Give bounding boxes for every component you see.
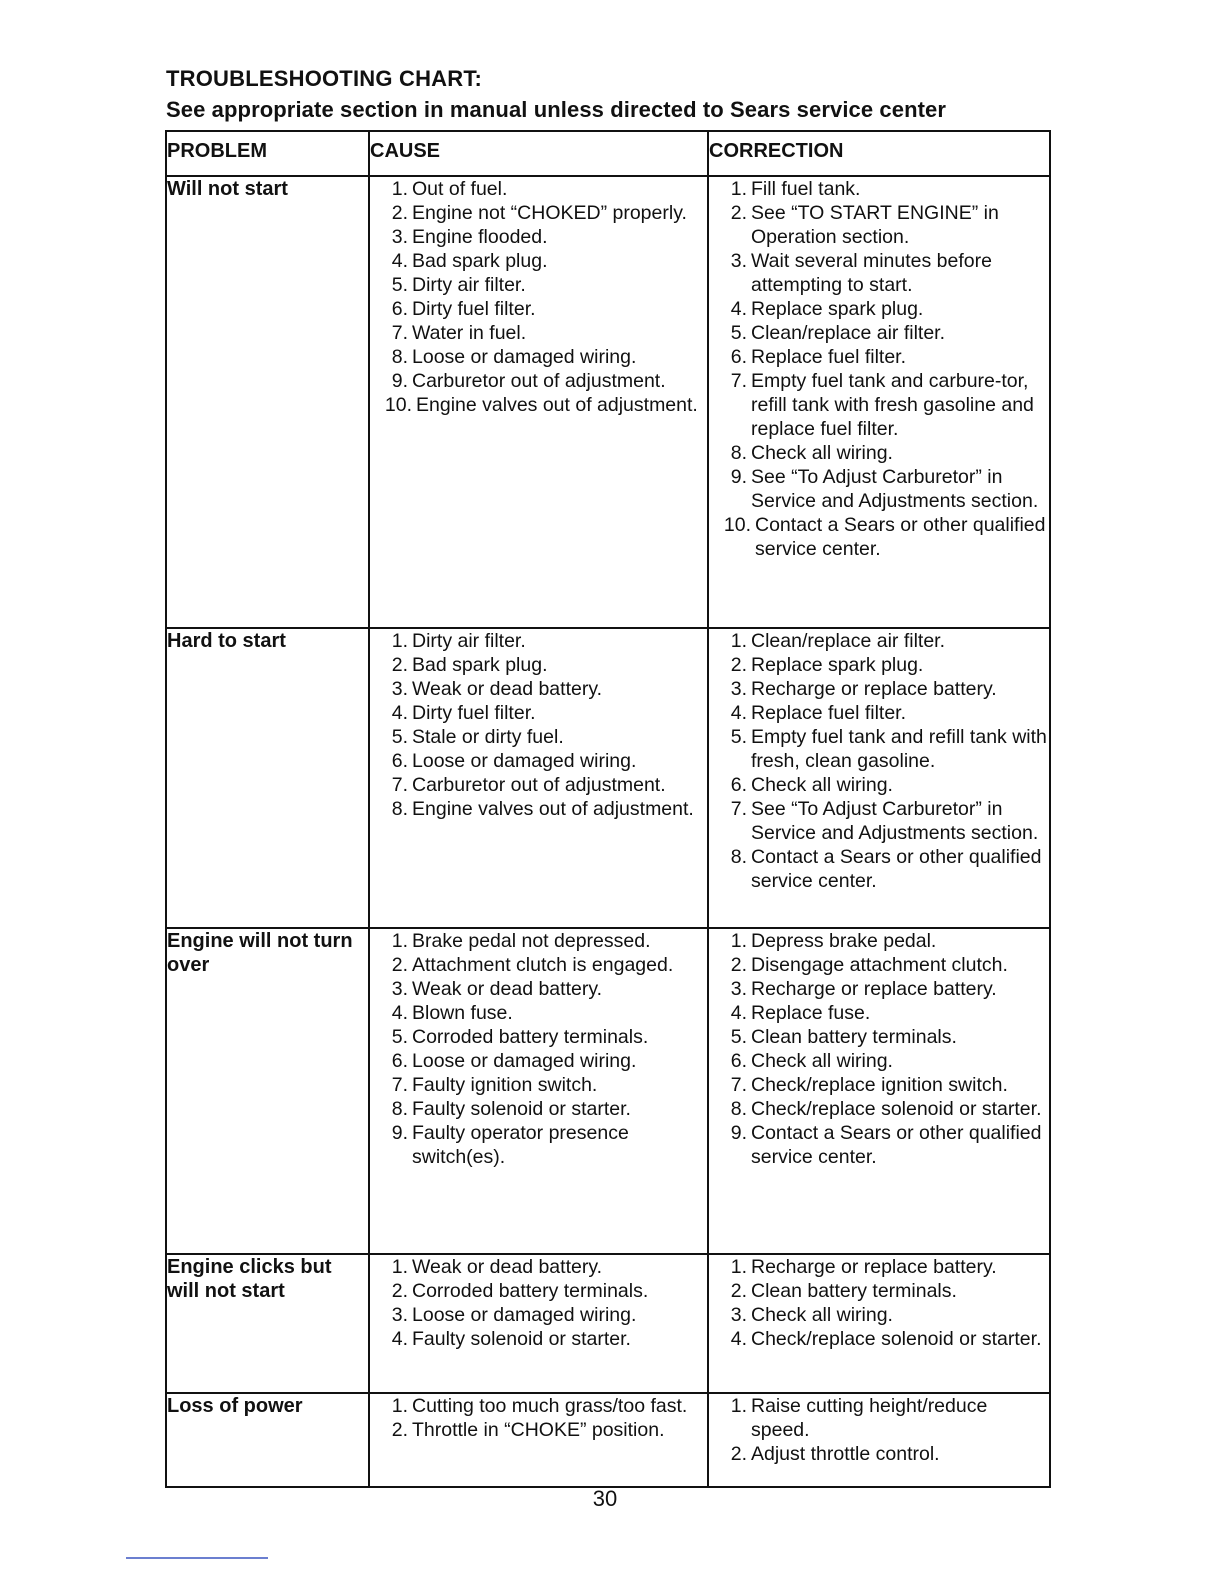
correction-text: Replace fuse.: [751, 1002, 871, 1024]
correction-text: Check all wiring.: [751, 1050, 893, 1072]
cause-item: [370, 1394, 707, 1418]
table-row: [166, 176, 1050, 628]
cause-item: [370, 1073, 707, 1097]
item-number: 9.: [730, 466, 747, 488]
cause-text: Out of fuel.: [412, 178, 508, 200]
item-number: 3.: [391, 1304, 408, 1326]
cause-item: [370, 201, 707, 225]
problem-cell: Will not start: [166, 176, 369, 628]
correction-text: Check all wiring.: [751, 774, 893, 796]
correction-text: Clean/replace air filter.: [751, 322, 946, 344]
cause-text: Engine not “CHOKED” properly.: [412, 202, 687, 224]
cause-item: [370, 273, 707, 297]
correction-item: [709, 177, 1049, 201]
correction-cell: [708, 1254, 1050, 1393]
correction-text: Empty fuel tank and refill tank with fresh, clean gasoline.: [751, 726, 1047, 772]
problem-cell: Engine will not turn over: [166, 928, 369, 1254]
cause-text: Attachment clutch is engaged.: [412, 954, 674, 976]
cause-text: Loose or damaged wiring.: [412, 346, 637, 368]
cause-item: [370, 629, 707, 653]
correction-text: Clean battery terminals.: [751, 1280, 957, 1302]
cause-item: [370, 1025, 707, 1049]
item-number: 4.: [391, 1002, 408, 1024]
cause-item: [370, 1121, 707, 1169]
cause-item: [370, 1418, 707, 1442]
correction-text: Replace fuel filter.: [751, 702, 907, 724]
item-number: 6.: [391, 750, 408, 772]
item-number: 4.: [730, 1328, 747, 1350]
cause-item: [370, 773, 707, 797]
cause-text: Faulty operator presence switch(es).: [412, 1122, 629, 1168]
correction-item: [709, 953, 1049, 977]
chart-title: TROUBLESHOOTING CHART:: [166, 66, 483, 91]
correction-item: [709, 773, 1049, 797]
item-number: 5.: [391, 1026, 408, 1048]
correction-text: Contact a Sears or other qualified service center.: [751, 846, 1042, 892]
item-number: 1.: [730, 1395, 747, 1417]
correction-text: Disengage attachment clutch.: [751, 954, 1008, 976]
cause-item: [370, 321, 707, 345]
item-number: 10.: [384, 394, 412, 416]
item-number: 2.: [730, 202, 747, 224]
table-row: [166, 1254, 1050, 1393]
item-number: 7.: [391, 322, 408, 344]
cause-text: Bad spark plug.: [412, 250, 548, 272]
item-number: 3.: [730, 250, 747, 272]
cause-cell: [369, 176, 708, 628]
item-number: 2.: [391, 1280, 408, 1302]
item-number: 1.: [391, 1256, 408, 1278]
cause-text: Faulty solenoid or starter.: [412, 1328, 631, 1350]
cause-text: Engine valves out of adjustment.: [416, 394, 698, 416]
item-number: 8.: [730, 846, 747, 868]
correction-text: Check/replace ignition switch.: [751, 1074, 1008, 1096]
cause-cell: [369, 1254, 708, 1393]
item-number: 4.: [391, 702, 408, 724]
item-number: 2.: [730, 1280, 747, 1302]
cause-item: [370, 677, 707, 701]
cause-text: Throttle in “CHOKE” position.: [412, 1419, 665, 1441]
item-number: 6.: [730, 346, 747, 368]
correction-item: [709, 701, 1049, 725]
item-number: 7.: [391, 774, 408, 796]
item-number: 7.: [730, 798, 747, 820]
item-number: 9.: [730, 1122, 747, 1144]
correction-item: [709, 629, 1049, 653]
item-number: 2.: [391, 202, 408, 224]
correction-item: [709, 1001, 1049, 1025]
cause-text: Faulty solenoid or starter.: [412, 1098, 631, 1120]
item-number: 3.: [730, 1304, 747, 1326]
item-number: 6.: [391, 298, 408, 320]
item-number: 3.: [391, 678, 408, 700]
item-number: 5.: [391, 274, 408, 296]
correction-text: Clean/replace air filter.: [751, 630, 946, 652]
cause-text: Weak or dead battery.: [412, 678, 603, 700]
problem-cell: Engine clicks but will not start: [166, 1254, 369, 1393]
problem-cell: Hard to start: [166, 628, 369, 928]
correction-text: See “TO START ENGINE” in Operation section.: [751, 202, 999, 248]
correction-text: Check/replace solenoid or starter.: [751, 1328, 1042, 1350]
cause-text: Water in fuel.: [412, 322, 527, 344]
cause-text: Cutting too much grass/too fast.: [412, 1395, 688, 1417]
cause-item: [370, 749, 707, 773]
correction-item: [709, 1073, 1049, 1097]
item-number: 9.: [391, 1122, 408, 1144]
item-number: 3.: [391, 978, 408, 1000]
correction-text: Check/replace solenoid or starter.: [751, 1098, 1042, 1120]
item-number: 1.: [730, 930, 747, 952]
header-problem: PROBLEM: [166, 131, 369, 176]
cause-item: [370, 725, 707, 749]
correction-item: [709, 797, 1049, 845]
correction-item: [709, 1279, 1049, 1303]
correction-item: [709, 369, 1049, 441]
cause-text: Stale or dirty fuel.: [412, 726, 564, 748]
cause-text: Dirty fuel filter.: [412, 702, 536, 724]
cause-item: [370, 653, 707, 677]
cause-item: [370, 953, 707, 977]
correction-item: [709, 977, 1049, 1001]
cause-item: [370, 225, 707, 249]
item-number: 8.: [391, 798, 408, 820]
item-number: 1.: [730, 178, 747, 200]
cause-text: Weak or dead battery.: [412, 1256, 603, 1278]
correction-text: Fill fuel tank.: [751, 178, 861, 200]
cause-text: Loose or damaged wiring.: [412, 1304, 637, 1326]
item-number: 6.: [730, 774, 747, 796]
cause-item: [370, 177, 707, 201]
header-correction: CORRECTION: [708, 131, 1050, 176]
correction-item: [709, 465, 1049, 513]
correction-item: [709, 249, 1049, 297]
table-header-row: [166, 131, 1050, 176]
correction-item: [709, 513, 1049, 561]
cause-cell: [369, 628, 708, 928]
correction-item: [709, 1255, 1049, 1279]
correction-item: [709, 345, 1049, 369]
correction-text: See “To Adjust Carburetor” in Service and Adjustments section.: [751, 466, 1039, 512]
item-number: 5.: [391, 726, 408, 748]
correction-text: Empty fuel tank and carbure-tor, refill tank with fresh gasoline and replace fuel filter.: [751, 370, 1034, 440]
item-number: 5.: [730, 1026, 747, 1048]
item-number: 4.: [730, 298, 747, 320]
cause-item: [370, 1279, 707, 1303]
correction-item: [709, 1097, 1049, 1121]
cause-item: [370, 1303, 707, 1327]
correction-item: [709, 1049, 1049, 1073]
item-number: 2.: [391, 654, 408, 676]
footer-divider: [126, 1557, 268, 1559]
correction-text: Recharge or replace battery.: [751, 978, 997, 1000]
item-number: 8.: [391, 346, 408, 368]
correction-item: [709, 201, 1049, 249]
correction-text: Adjust throttle control.: [751, 1443, 940, 1465]
item-number: 4.: [391, 1328, 408, 1350]
item-number: 1.: [391, 630, 408, 652]
correction-item: [709, 653, 1049, 677]
page-number: 30: [592, 1486, 618, 1511]
cause-text: Faulty ignition switch.: [412, 1074, 598, 1096]
cause-text: Bad spark plug.: [412, 654, 548, 676]
cause-text: Blown fuse.: [412, 1002, 513, 1024]
troubleshooting-table: [165, 130, 1051, 1488]
cause-text: Dirty air filter.: [412, 274, 526, 296]
item-number: 6.: [391, 1050, 408, 1072]
correction-text: Recharge or replace battery.: [751, 1256, 997, 1278]
correction-item: [709, 677, 1049, 701]
item-number: 3.: [391, 226, 408, 248]
correction-item: [709, 845, 1049, 893]
cause-item: [370, 701, 707, 725]
correction-text: Raise cutting height/reduce speed.: [751, 1395, 988, 1441]
cause-item: [370, 345, 707, 369]
correction-item: [709, 1025, 1049, 1049]
problem-cell: Loss of power: [166, 1393, 369, 1487]
item-number: 3.: [730, 678, 747, 700]
cause-text: Brake pedal not depressed.: [412, 930, 651, 952]
correction-text: Depress brake pedal.: [751, 930, 937, 952]
correction-text: Contact a Sears or other qualified service center.: [751, 1122, 1042, 1168]
correction-text: Replace fuel filter.: [751, 346, 907, 368]
table-row: [166, 628, 1050, 928]
cause-item: [370, 797, 707, 821]
correction-item: [709, 1394, 1049, 1442]
correction-text: Clean battery terminals.: [751, 1026, 957, 1048]
correction-cell: [708, 628, 1050, 928]
cause-text: Corroded battery terminals.: [412, 1280, 649, 1302]
cause-item: [370, 393, 707, 417]
chart-subtitle: See appropriate section in manual unless directed to Sears service center: [166, 97, 947, 122]
item-number: 5.: [730, 726, 747, 748]
item-number: 1.: [730, 630, 747, 652]
cause-text: Corroded battery terminals.: [412, 1026, 649, 1048]
cause-text: Carburetor out of adjustment.: [412, 774, 666, 796]
item-number: 3.: [730, 978, 747, 1000]
cause-item: [370, 1049, 707, 1073]
cause-text: Engine valves out of adjustment.: [412, 798, 694, 820]
cause-text: Carburetor out of adjustment.: [412, 370, 666, 392]
table-row: [166, 928, 1050, 1254]
correction-text: See “To Adjust Carburetor” in Service and Adjustments section.: [751, 798, 1039, 844]
item-number: 2.: [391, 954, 408, 976]
cause-item: [370, 249, 707, 273]
correction-item: [709, 929, 1049, 953]
cause-item: [370, 1097, 707, 1121]
correction-text: Check all wiring.: [751, 442, 893, 464]
item-number: 7.: [730, 1074, 747, 1096]
correction-text: Check all wiring.: [751, 1304, 893, 1326]
cause-cell: [369, 928, 708, 1254]
item-number: 1.: [391, 1395, 408, 1417]
cause-item: [370, 297, 707, 321]
cause-text: Dirty fuel filter.: [412, 298, 536, 320]
correction-cell: [708, 928, 1050, 1254]
item-number: 2.: [730, 954, 747, 976]
cause-cell: [369, 1393, 708, 1487]
item-number: 5.: [730, 322, 747, 344]
correction-cell: [708, 176, 1050, 628]
item-number: 7.: [391, 1074, 408, 1096]
item-number: 10.: [723, 514, 751, 536]
item-number: 4.: [730, 1002, 747, 1024]
cause-item: [370, 1001, 707, 1025]
item-number: 8.: [730, 1098, 747, 1120]
correction-item: [709, 1121, 1049, 1169]
correction-item: [709, 725, 1049, 773]
correction-item: [709, 441, 1049, 465]
correction-item: [709, 1303, 1049, 1327]
item-number: 8.: [730, 442, 747, 464]
cause-text: Loose or damaged wiring.: [412, 1050, 637, 1072]
cause-text: Engine flooded.: [412, 226, 548, 248]
correction-text: Contact a Sears or other qualified service center.: [755, 514, 1046, 560]
cause-item: [370, 1327, 707, 1351]
cause-item: [370, 369, 707, 393]
cause-item: [370, 977, 707, 1001]
item-number: 6.: [730, 1050, 747, 1072]
item-number: 7.: [730, 370, 747, 392]
item-number: 1.: [391, 178, 408, 200]
correction-cell: [708, 1393, 1050, 1487]
item-number: 1.: [730, 1256, 747, 1278]
item-number: 4.: [730, 702, 747, 724]
item-number: 2.: [730, 1443, 747, 1465]
cause-text: Weak or dead battery.: [412, 978, 603, 1000]
item-number: 2.: [730, 654, 747, 676]
correction-text: Replace spark plug.: [751, 298, 924, 320]
item-number: 2.: [391, 1419, 408, 1441]
cause-item: [370, 929, 707, 953]
cause-text: Loose or damaged wiring.: [412, 750, 637, 772]
item-number: 9.: [391, 370, 408, 392]
cause-text: Dirty air filter.: [412, 630, 526, 652]
correction-text: Replace spark plug.: [751, 654, 924, 676]
correction-text: Wait several minutes before attempting to start.: [751, 250, 992, 296]
correction-item: [709, 1442, 1049, 1466]
item-number: 8.: [391, 1098, 408, 1120]
correction-item: [709, 1327, 1049, 1351]
correction-item: [709, 321, 1049, 345]
correction-item: [709, 297, 1049, 321]
table-row: [166, 1393, 1050, 1487]
correction-text: Recharge or replace battery.: [751, 678, 997, 700]
header-cause: CAUSE: [369, 131, 708, 176]
cause-item: [370, 1255, 707, 1279]
item-number: 1.: [391, 930, 408, 952]
item-number: 4.: [391, 250, 408, 272]
